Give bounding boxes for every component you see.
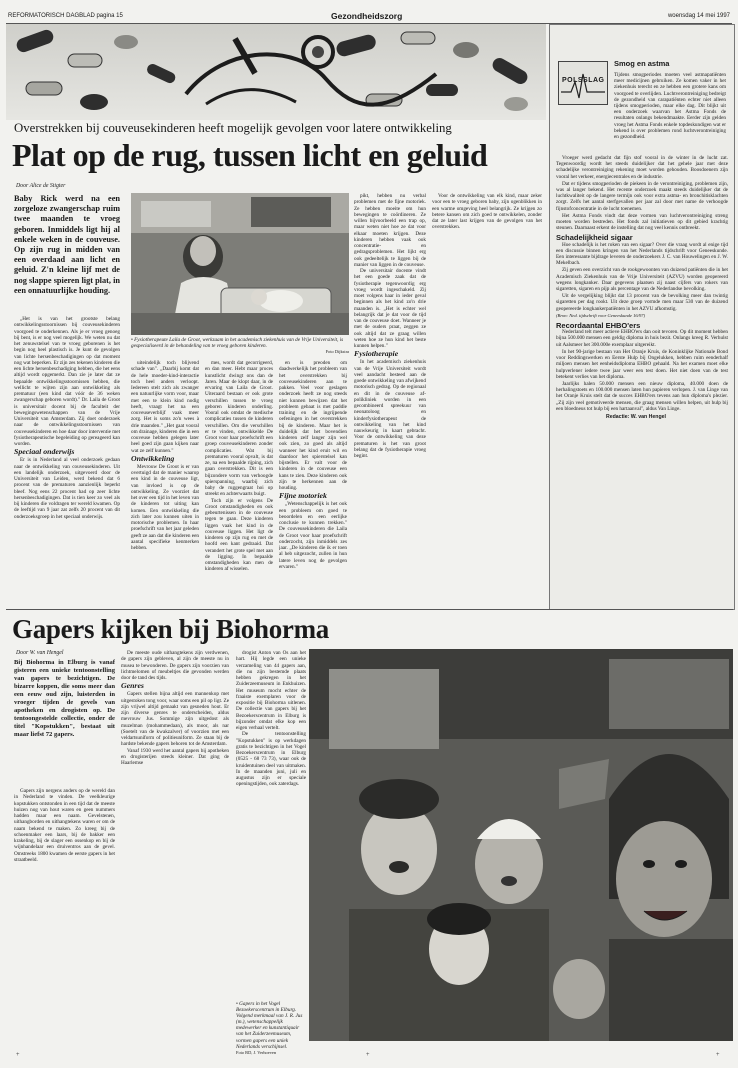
body-paragraph: Gapers stellen bijna altijd een mannenkop met uitgestoken tong voor, waar soms een pil op ligt. Ze zijn vrijwel altijd gemaakt van gesneden hout. Er zijn diverse genres te onderscheiden, aldus mevrouw Jus. Sommige zijn uitgedost als muzelman (mohammedaan), als moor, als nar (Soetelt van de kwakzalver) of voorzien met een veldartsuniform of politieuniform. Ze staan bij de hardste bekende gapers behoren tot de Amsterdam. — [121, 691, 229, 748]
polsslag-logo — [558, 61, 608, 105]
body-paragraph: pikt, hebben nu verbal problemen met de fijne motoriek. Ze hebben moeite om hun bewegingen te coördineren. Ze willen bijvoorbeeld een trap op, maar weten niet hoe ze dat voor elkaar moeten krijgen. Deze kinderen hebben vaak ook concentratie- en gedragsproblemen. Het lijkt erg ook gedeeltelijk te liggen bij de manier van liggen in de couveuse. — [354, 193, 426, 268]
body-paragraph: Voor de ontwikkeling van elk kind, maar zeker voor een te vroeg geboren baby, zijn ogenblikken in een warme omgeving heel belangrijk. Ze krijgen zo betere kansen om zich goed te ontwikkelen, zonder dat ze later last krijgen van de gevolgen van het overstrekken. — [432, 193, 542, 231]
body-paragraph: mes, wordt dat gecorrigeerd, en dan meer. Hebt maar proces kunstlicht dwingt ons dan de Jaren. Maar de klopt daar, in de ervaring van Laila de Groot. Uiteraard bestaan er ook grote verschillen tussen te vroeg geboren kinderen onderling. Vooral ook omdat de medische complicaties tussen de kinderen verschillen. Om die verschillen er te vinden, ontwikkelde De Groot voor haar proefschrift een groep couveusekinderen zonder complicaties. Wat bij prematuren vooral opvalt, is dat ze, na een bepaalde rijping, zich gaan overstrekken. Dit is een bijzondere vorm van verhoogde spierspanning, waarbij zich baby de ruggengraat hoi op streekt en achterwaarts buigt. — [205, 360, 273, 498]
article2-column-3 — [236, 650, 306, 996]
pills-stethoscope-image — [6, 24, 546, 120]
body-paragraph: uiteindelijk toch blijvend schade van". „Daarbij komt dat de hele moeder-kind-interactie toch heel anders verloopt. Iedereen stelt zich als zwanger een natuurlijke vorm voor, maar met een te klein kind nodig heeft, vraagt het na een couveuseverblijf vaak meer zorg. Het is soms zo'n wees à drie maanden." „Het gaat vooral om drainage, kinderen die in een couveuse hebben gelegen later heel goed zijn gaan kijken naar wat ze zelf kunnen." — [131, 360, 199, 454]
subheading-fijne-motoriek: Fijne motoriek — [279, 491, 327, 501]
side-intro-top — [614, 72, 726, 140]
article-lead: Baby Rick werd na een zorgeloze zwangerschap ruim twee maanden te vroeg geboren. Inmiddels ligt hij al enkele weken in de couveuse. Op zijn rug in midden van een overdaad aan licht en geluid. Z'n kleine lijf met de nog slappe spieren ligt plat, in een onnatuurlijke houding. — [14, 194, 120, 295]
logo-text: POLSSLAG — [562, 77, 605, 84]
photo-credit: Foto RD, J. Verhoeven — [236, 1049, 277, 1055]
article2-column-1 — [14, 788, 115, 1040]
body-paragraph: Er is in Nederland al veel onderzoek gedaan naar de ontwikkeling van couveusekinderen. Uit een landelijk onderzoek, uitgevoerd door de Universiteit van Leiden, werd bekend dat 6 procent van de prematuren aanzienlijk beperkt bleef. Nog eens 22 procent had op zeer lichte hersenbeschadigingen. Dat is tien keer zo veel als bij kinderen die voldragen ter wereld kwamen. Op de leeftijd van 9 jaar zat zelfs 20 procent van dit onderzoeksgroep in het speciaal onderwijs. — [14, 457, 120, 520]
side-paragraph: Uit de vergelijking blijkt dat 13 procent van de bevolking meer dan twintig sigaretten per dag rookt. Uit deze groep vormde men maar 530 van de duizend geopereerde longkankerpatiënten in het AZVU afkomstig. — [556, 293, 728, 312]
side-paragraph: Zij geven een overzicht van de rookgewoonten van duizend patiënten die in het Academisch Ziekenhuis van de Vrije Universiteit (AZVU) worden geopereerd wegens longkanker. Daar gegevens plaatsen zij naast cijfers van rokers van sigaretten, sigaren en pijp als percentage van de Nederlandse bevolking. — [556, 267, 728, 293]
side-paragraph: Jaarlijks halen 50.000 mensen een nieuw diploma, 40.000 doen de herhalingstoets en 100.000 mensen laten hun papieren verlopen. J. van Linge van het Oranje Kruis stelt dat de succes EHBO'ers tevens aan hun diploma's plezier. „Zij zijn veel gemotiveerde mensen, die graag mensen willen helpen, uit hulp bij een bloedneus tot hulp bij een hartaanval", aldus Van Linge. — [556, 380, 728, 412]
side-heading-smog: Smog en astma — [614, 59, 670, 68]
body-paragraph: en is preoden om daadwerkelijk het probleem van het overstrekken bij couveusekinderen aan te pakken. Veel voor geslagen onderzoek heeft ze nog steeds niet kunnen bewijzen dat het probleem gebaat is met paddle training en de ingrijpende oefeningen in het overstrekken bij de kinderen. Maar het is duidelijk dat het bovendien kinderen zelf langer zijn wel ook zien, zo goed als altijd wanneer het kind eruit wil en daardoor het spierstelsel kan bijstellen. Er valt voor de kinderen in de couveuse een kans te zien. Deze kinderen ook zijn te herkennen aan de houding. — [279, 360, 347, 491]
body-paragraph: De tentoonstelling "Kopstukken" is op werkdagen gratis te bezichtigen in het Vogel Bezoekerscentrum in Elburg (0525 - 68 73 73), waar ook de kruidentuinen deel van uitmaken. In de maanden juni, juli en augustus zijn er speciale openingstijden, ook zaterdags. — [236, 731, 306, 788]
side-paragraph: In het 90-jarige bestaan van Het Oranje Kruis, de Koninklijke Nationale Bond voor Reddingswerken en Eerste Hulp bij Ongelukken, hebben ruim eenderhalf miljoen mensen het eenheidsdiploma EHBO gehaald. Na het examen moet elke hulpverlener iedere twee jaar weer een test doen. Het niet doen van de test betekent verlies van het diploma. — [556, 348, 728, 380]
side-title-block — [614, 61, 726, 67]
subheading-genres: Genres — [121, 681, 144, 691]
page-masthead — [6, 10, 732, 24]
sidebar-column — [549, 24, 735, 610]
subheading-speciaal: Speciaal onderwijs — [14, 447, 75, 457]
article-column-1 — [14, 316, 120, 606]
registration-mark: + — [16, 1052, 20, 1058]
newspaper-name: REFORMATORISCH DAGBLAD pagina 15 — [8, 13, 123, 19]
body-paragraph: „Het is van het grootste belang ontwikkelingsstoornissen bij couveusekinderen voorgoed te onderkennen. Als je er vroeg genoeg bij bent, is er nog veel mogelijk. We weten nu dat het zenuwstelsel van te vroeg geborenen is het begin nog heel plastisch is. Je kunt de gevolgen van lichte hersenbeschadigingen op dat moment nog wat beperken. Er zijn zes tekenen kinderen die een lichte hersenbeschadiging hebben, die het eens altijd wordt opgemerkt. Dan zie je later dat ze bepaalde ontwikkelingsstoornissen hebben, die wellicht te wijten zijn aan ontwikkeling als prematuur (een kind dat vóór de 36 weken zwangerschap geboren wordt)." Dr. Laila de Groot is universitair docent bij de faculteit der bewegingswetenschappen van de Vrije Universiteit van Amsterdam. Zij doet onderzoek naar de ontwikkelingsstoornissen van couveusekinderen en hoe daar door interventie met fysiotherapeutische begeleiding op gereageerd kan worden. — [14, 316, 120, 447]
side-reference: (Bron: Ned. tijdschrift voor Geneeskunde 16/97) — [556, 312, 646, 318]
side-credit: Redactie: W. van Hengel — [606, 413, 666, 420]
registration-mark: + — [366, 1052, 370, 1058]
body-paragraph: In het academisch ziekenhuis van de Vrije Universiteit wordt veel aandacht besteed aan de goede ontwikkeling van afwijkend motorisch gedrag. Op de regionaal en dit in de couveuse af-polikliniek worden in een gecombineerd spreekuur van neonatoloog en kinderfysiotherapeut de ontwikkeling van het kind nauwkeurig in kaart gebracht. Voor de ontwikkeling van deze prematuren is het van groot belang dat de fysiotherapie vroeg begint. — [354, 359, 426, 459]
body-paragraph: De meeste oude uithangtekens zijn verdwenen, de gapers zijn gebleven, al zijn de meeste nu in musea te bewonderen. De gapers zijn voorzien van lichtmelomen of meubeltjes die gevonden werden door de tand des tijds. — [121, 650, 229, 681]
article-byline: Door Alice de Stigter — [16, 183, 66, 189]
article2-byline: Door W. van Hengel — [16, 650, 64, 656]
article-column-3 — [205, 360, 273, 606]
photo-caption — [131, 337, 349, 354]
section-divider — [6, 609, 733, 610]
side-body — [556, 155, 728, 420]
photo-credit: Foto Dijkstra — [325, 349, 349, 354]
side-intro-text: Tijdens smogperiodes moeten veel astmapatiënten meer medicijnen gebruiken. Ze komen vaker in het ziekenhuis terecht en ze hebben een grotere kans om voorgoed te overlijden. Luchtverontreiniging bedreigt de gezondheid van carapatiënten echter niet alleen tijdens smogperioden, maar elke dag. Dit blijkt uit een onderzoek waarvan het Astma Fonds de resultaten onlangs bekendmaakte. Eerder zijn gelden vroeg het Astma Fonds enkele topdeskundigen wat er bekend is over problemen rond luchtverontreiniging en gezondheid. — [614, 72, 726, 141]
article2-photo — [309, 649, 733, 1041]
article-kicker: Overstrekken bij couveusekinderen heeft mogelijk gevolgen voor latere ontwikkeling — [14, 121, 452, 135]
body-paragraph: Toch zijn er volgens De Groot omstandigheden en ook gebeurtenissen in de couveuse tegen te gaan. Deze kinderen liggen vaak het kind in de couveuse liggen. Het ligt de kinderen op zijn rug en met de hoofd een kant gedraaid. Dat verandert het grote spel met aan de ligging. In bepaalde omstandigheden kan men de kinderen af wisselen. — [205, 497, 273, 573]
caption-text: • Fysiotherapeute Laila de Groot, werkzaam in het academisch ziekenhuis van de Vrije Universiteit, is gespecialiseerd in de behandeling van te vroeg geboren kinderen. — [131, 337, 344, 349]
body-paragraph: drogist Anton van Os aan het hart. Hij legde een unieke verzameling van 44 gapers aan, die nu zijn bestemde plaats hebben gekregen in het Zuiderzeemuseum in Enkhuizen. Het museum mocht echter de fraaiste exemplaren voor de expositie bij Biohorma uitlenen. De collectie van gapers bij het Bezoekerscentrum in Elburg is bijzonder omdat elke kop een eigen verhaal vertelt. — [236, 650, 306, 731]
body-paragraph: Vanaf 1930 werd het aantal gapers bij apotheken en drogisterijen steeds kleiner. Dat ging de Haarlemse — [121, 747, 229, 766]
article-column-4 — [279, 360, 347, 606]
banner-illustration — [6, 24, 546, 120]
article-headline: Plat op de rug, tussen licht en geluid — [12, 137, 488, 173]
article-column-5 — [354, 193, 426, 606]
caption-text: • Gapers in het Vogel Bezoekerscentrum in Elburg. Volgend merkmaal van J. R. Jus (m.), wetenschappelijk medewerker en kunstantiquair van het Zuiderzeemuseum, vormen gapers een uniek Nederlands verschijnsel. — [236, 1001, 303, 1050]
side-paragraph: Hoe schadelijk is het roken van een sigaar? Over die vraag wordt al enige tijd een discussie binnen kringen van het Nederlands tijdschrift voor Geneeskunde. Een interessante bijdrage leveren de onderzoekers J. C. van Houwelingen en J. W. Mekelbach. — [556, 241, 728, 267]
article-photo — [131, 193, 349, 335]
body-paragraph: Mevrouw De Groot is er van overtuigd dat de manier waarop een kind in de couveuse ligt, van invloed is op de ontwikkeling. Ze voorziet dat het over een tijd in het leven van de kinderen tot uiting kan komen. Een ontwikkeling die zich later zou kunnen uiten in motorische problemen. In haar proefschrift van het jaar geleden geeft ze aan dat die kinderen een aantal specifieke kenmerken hebben. — [131, 463, 199, 551]
side-heading-ehbo: Recordaantal EHBO'ers — [556, 321, 641, 331]
article-column-6 — [432, 193, 542, 606]
article2-headline: Gapers kijken bij Biohorma — [12, 614, 329, 644]
side-paragraph: Nederland telt meer actieve EHBO'ers dan ooit tevoren. Op dit moment hebben bijna 500.000 mensen een geldig diploma in huis bezit. Onlangs kreeg R. Verhulst uit Aalsmeer het 300.000e exemplaar uitgereikt. — [556, 329, 728, 348]
side-paragraph: Dat er tijdens smogperioden de piekeen in de verontreiniging, problemen zijn, was al langer bekend. Het recente onderzoek maakt steeds duidelijker dat de luchtkwaliteit op de langere termijn ook voor extra astma- en bronchitisklachten zorgt. Zelfs het aantal sterfgevallen per jaar zal door met name de verhoogde fijnstofconcentratie in de lucht toenemen. — [556, 180, 728, 212]
article2-photo-caption — [236, 1001, 306, 1056]
registration-mark: + — [716, 1052, 720, 1058]
side-paragraph: Het Astma Fonds vindt dat deze vormen van luchtverontreiniging streng moeten worden bestreden. Het fonds zal initiatieven op dit gebied krachtig steunen. Daarnaast erkent de instelling dat nog veel kennis ontbreekt. — [556, 212, 728, 232]
article2-column-2 — [121, 650, 229, 1040]
article2-lead: Bij Biohorma in Elburg is vanaf gisteren een unieke tentoonstelling van gapers te bezichtigen. De bizarre koppen, die soms meer dan een eeuw oud zijn, luisterden in vroeger tijden de gevels van apotheken en drogisten op. De tentoongestelde collectie, onder de titel "Kopstukken", bestaat uit maar liefst 72 gapers. — [14, 659, 115, 739]
body-paragraph: „Wetenschappelijk is het ook een probleem om goed te beoordelen en een eerlijke conclusie te kunnen trekken." De couveusekinderen die Laila de Groot voor haar proefschrift onderzocht, zijn inmiddels zes jaar. „De kinderen die ik er toen al heb uitgezocht, zullen in hun latere leven nog de gevolgen ervaren." — [279, 501, 347, 570]
photo-gapers-image — [309, 649, 733, 1041]
side-paragraph: Vroeger werd gedacht dat fijn stof vooral in de winter in de lucht zat. Tegenwoordig wordt het steeds duidelijker dat het gehele jaar met deze schadelijke verontreiniging rekening moet worden gehouden. Boosdoenern zijn vooral het verkeer, energiecentrales en de industrie. — [556, 155, 728, 180]
section-title: Gezondheidszorg — [331, 11, 403, 21]
subheading-ontwikkeling: Ontwikkeling — [131, 453, 175, 463]
issue-date: woensdag 14 mei 1997 — [667, 13, 730, 19]
body-paragraph: Gapers zijn nergens anders op de wereld dan in Nederland te vinden. De veelkleurige kopstukken ontstonden in een tijd dat de meeste huizen nog van hout waren en geen nummers hadden maar een naam. Gevelstenen, uithangborden en uithangtekens waren er om de naam bekend te maken. Zo kreeg bij de schoenmaker een laars, bij de bakker een krakeling, bij de slager een ossenkop en bij de wijnhandelaar een druiventros aan de gevel. Omstreeks 1800 kwamen de eerste gapers in het straatbeeld. — [14, 788, 115, 863]
article-column-2 — [131, 360, 199, 606]
side-heading-sigaar: Schadelijkheid sigaar — [556, 233, 633, 243]
body-paragraph: De universitair docente vindt het een goede zaak dat de fysiotherapie tegenwoordig erg vroeg wordt ingeschakeld. Zij moet volgens haar in ieder geval beginnen als het kind zo'n drie maanden is. „Het is echter wel belangrijk dat je dat voor de tijd van de couveuse doet. Wanneer je met de ouders praat, zeggen ze ook altijd dat ze graag willen weten hoe ze hun kind het beste kunnen helpen." — [354, 268, 426, 349]
photo-physiotherapist-image — [131, 193, 349, 335]
subheading-fysiotherapie: Fysiotherapie — [354, 349, 399, 359]
